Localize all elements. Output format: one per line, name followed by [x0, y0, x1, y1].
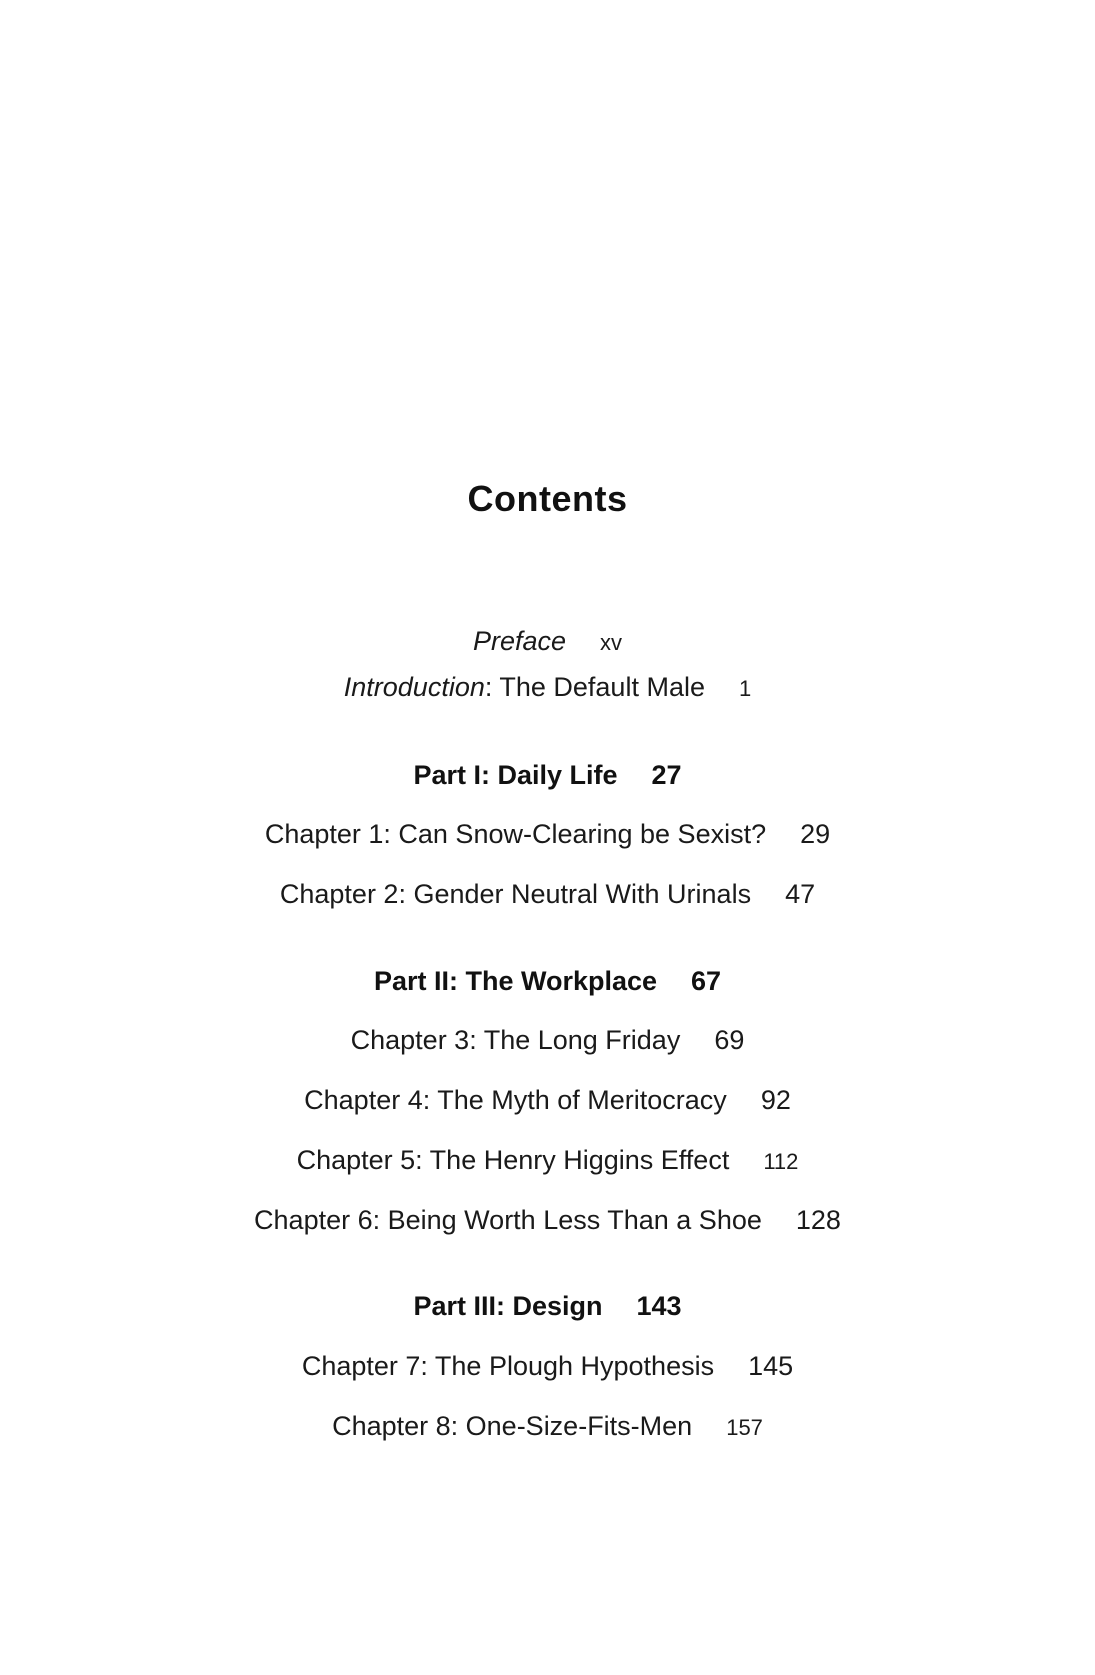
toc-chapter-4[interactable]: [0, 1085, 1095, 1116]
page-title: Contents: [467, 478, 628, 519]
toc-chapter-7[interactable]: [0, 1351, 1095, 1382]
toc-part-page: 27: [651, 760, 682, 790]
toc-entry-page: xv: [600, 630, 623, 655]
toc-chapter-8[interactable]: [0, 1411, 1095, 1442]
toc-chapter-page: 69: [714, 1025, 745, 1055]
toc-part-label: Part I: Daily Life: [413, 760, 618, 790]
toc-chapter-2[interactable]: [0, 879, 1095, 910]
toc-chapter-label: Chapter 6: Being Worth Less Than a Shoe: [254, 1205, 762, 1235]
toc-chapter-page: 157: [726, 1415, 763, 1440]
toc-entry-label-rest: : The Default Male: [484, 672, 705, 702]
toc-part-3[interactable]: [0, 1291, 1095, 1322]
toc-chapter-page: 112: [763, 1149, 799, 1174]
toc-chapter-label: Chapter 1: Can Snow-Clearing be Sexist?: [264, 819, 767, 849]
toc-entry-introduction[interactable]: [0, 672, 1095, 703]
toc-entry-label-italic: Preface: [472, 626, 567, 656]
toc-chapter-label: Chapter 5: The Henry Higgins Effect: [296, 1145, 730, 1175]
toc-part-page: 143: [636, 1291, 682, 1321]
toc-chapter-label: Chapter 4: The Myth of Meritocracy: [304, 1085, 727, 1115]
toc-chapter-page: 92: [760, 1085, 791, 1115]
toc-part-2[interactable]: [0, 966, 1095, 997]
toc-chapter-page: 128: [795, 1205, 841, 1235]
toc-entry-label-italic: Introduction: [343, 672, 485, 702]
toc-entry-label: [344, 672, 705, 703]
toc-entry-label: [473, 626, 566, 657]
toc-chapter-1[interactable]: [0, 819, 1095, 850]
toc-chapter-3[interactable]: [0, 1025, 1095, 1056]
toc-chapter-label: Chapter 7: The Plough Hypothesis: [301, 1351, 715, 1381]
toc-entry-preface[interactable]: [0, 626, 1095, 657]
toc-chapter-page: 47: [785, 879, 816, 909]
toc-chapter-6[interactable]: [0, 1205, 1095, 1236]
toc-chapter-page: 29: [800, 819, 831, 849]
toc-entry-page: 1: [738, 676, 752, 701]
toc-part-1[interactable]: [0, 760, 1095, 791]
toc-chapter-label: Chapter 3: The Long Friday: [350, 1025, 681, 1055]
toc-chapter-5[interactable]: [0, 1145, 1095, 1176]
toc-part-label: Part II: The Workplace: [373, 966, 658, 996]
toc-part-label: Part III: Design: [413, 1291, 603, 1321]
toc-chapter-page: 145: [748, 1351, 794, 1381]
toc-part-page: 67: [691, 966, 722, 996]
toc-chapter-label: Chapter 8: One-Size-Fits-Men: [332, 1411, 693, 1441]
toc-chapter-label: Chapter 2: Gender Neutral With Urinals: [279, 879, 752, 909]
